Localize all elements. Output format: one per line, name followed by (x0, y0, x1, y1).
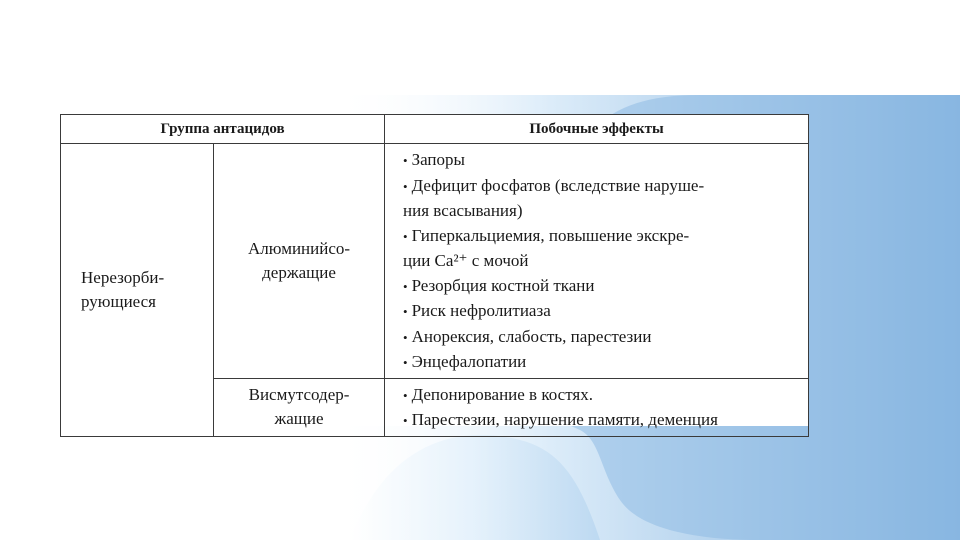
header-group: Группа антацидов (61, 115, 385, 144)
effect-item: • Анорексия, слабость, парестезии (403, 326, 652, 346)
main-group-cell: Нерезорби- рующиеся (61, 144, 214, 437)
effects-cell (385, 378, 809, 436)
effect-item: • Риск нефролитиаза (403, 301, 551, 320)
effects-cell (385, 144, 809, 379)
antacids-side-effects-table (60, 114, 809, 437)
bullet-icon: • (403, 329, 408, 345)
table-header-row (61, 115, 809, 144)
effect-item: • Парестезии, нарушение памяти, деменция (403, 410, 718, 429)
effect-item: • Дефицит фосфатов (вследствие наруше- ния всасывания) (403, 175, 705, 220)
bullet-icon: • (403, 228, 408, 244)
bullet-icon: • (403, 355, 408, 370)
subgroup-cell: Алюминийсо- держащие (214, 144, 385, 379)
effect-item: • Гиперкальциемия, повышение экскре- ции Са²⁺ с мочой (403, 225, 690, 270)
bullet-icon: • (403, 413, 408, 428)
effect-item: • Запоры (403, 150, 465, 169)
effects-list (403, 148, 800, 376)
effects-list (403, 383, 800, 434)
bullet-icon: • (403, 387, 408, 403)
effect-item: • Депонирование в костях. (403, 384, 593, 404)
bullet-icon: • (403, 304, 408, 319)
effect-item: • Энцефалопатии (403, 352, 527, 371)
table-row (61, 144, 809, 379)
effect-item: • Резорбция костной ткани (403, 275, 595, 295)
subgroup-cell: Висмутсодер- жащие (214, 378, 385, 436)
header-effects: Побочные эффекты (385, 115, 809, 144)
bullet-icon: • (403, 153, 408, 168)
antacids-table-container (60, 114, 808, 429)
bullet-icon: • (403, 278, 408, 294)
bullet-icon: • (403, 178, 408, 194)
